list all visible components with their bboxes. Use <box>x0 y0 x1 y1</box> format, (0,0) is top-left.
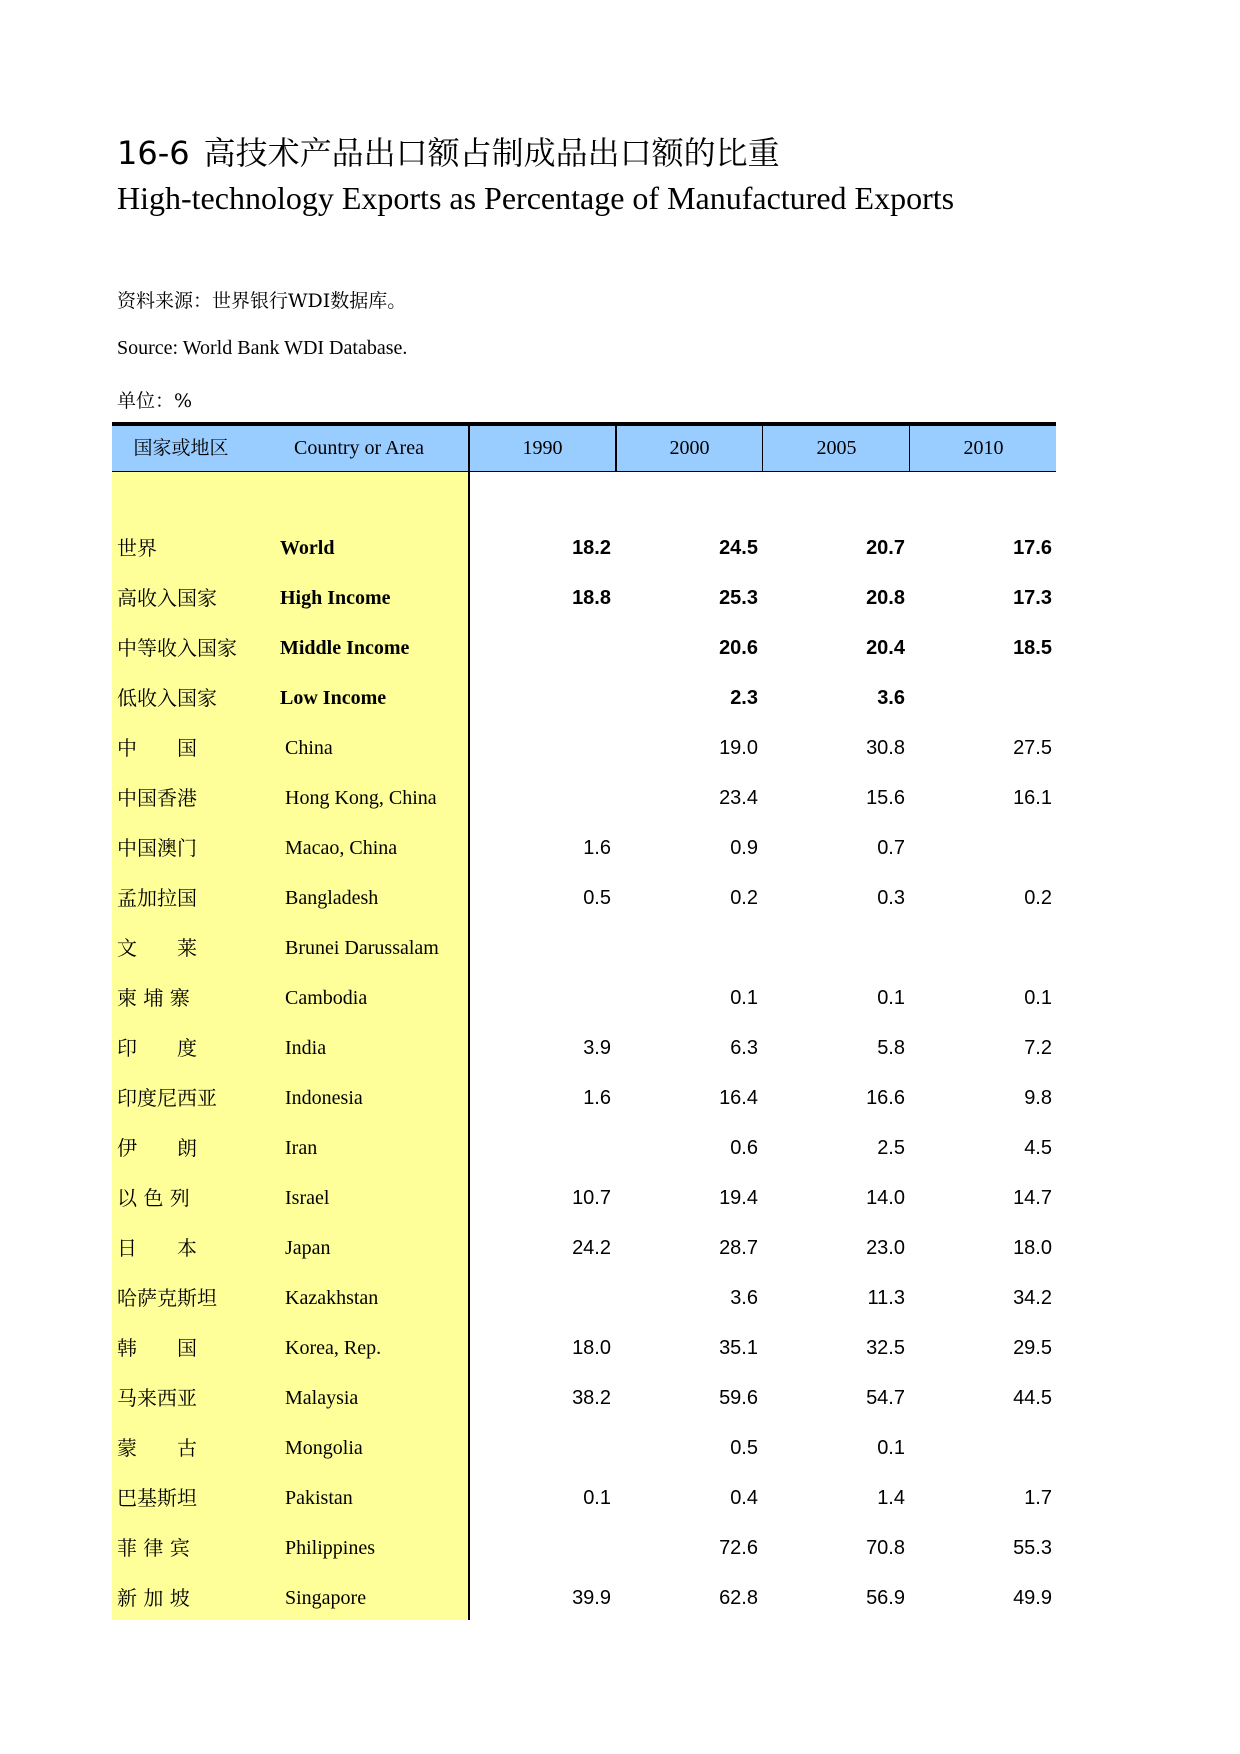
value-2000: 25.3 <box>719 587 758 609</box>
value-2005: 23.0 <box>866 1237 905 1259</box>
table-row <box>112 873 1056 923</box>
value-2005: 30.8 <box>866 737 905 759</box>
value-2000: 23.4 <box>719 787 758 809</box>
value-1990: 0.5 <box>583 887 611 909</box>
country-name-en: Iran <box>285 1137 318 1159</box>
table-row <box>112 1323 1056 1373</box>
table-row <box>112 1473 1056 1523</box>
country-name-cn: 哈萨克斯坦 <box>117 1286 217 1310</box>
country-name-en: Bangladesh <box>285 887 379 909</box>
header-country-cn: 国家或地区 <box>133 437 229 459</box>
value-2010: 14.7 <box>1013 1187 1052 1209</box>
country-name-cn: 新 加 坡 <box>117 1586 190 1610</box>
source-note-chinese: 资料来源：世界银行WDI数据库。 <box>117 290 407 312</box>
country-name-cn: 中国澳门 <box>117 836 197 860</box>
value-2005: 1.4 <box>877 1487 905 1509</box>
value-2000: 2.3 <box>730 687 758 709</box>
value-2010: 18.0 <box>1013 1237 1052 1259</box>
source-note-english: Source: World Bank WDI Database. <box>117 337 408 359</box>
table-row <box>112 723 1056 773</box>
value-1990: 3.9 <box>583 1037 611 1059</box>
value-2005: 5.8 <box>877 1037 905 1059</box>
table-number: 16-6 <box>117 134 190 172</box>
table-row <box>112 1573 1056 1623</box>
value-2005: 16.6 <box>866 1087 905 1109</box>
value-1990: 10.7 <box>572 1187 611 1209</box>
country-name-cn: 柬 埔 寨 <box>117 986 190 1010</box>
table-row <box>112 1523 1056 1573</box>
table-row <box>112 923 1056 973</box>
country-name-cn: 中国香港 <box>117 786 197 810</box>
country-name-en: Middle Income <box>280 637 410 659</box>
value-2005: 0.7 <box>877 837 905 859</box>
value-2010: 9.8 <box>1024 1087 1052 1109</box>
unit-label: 单位：% <box>117 390 193 412</box>
value-2000: 0.2 <box>730 887 758 909</box>
value-1990: 18.2 <box>572 537 611 559</box>
value-2000: 0.5 <box>730 1437 758 1459</box>
country-name-en: Pakistan <box>285 1487 353 1509</box>
country-name-cn: 马来西亚 <box>117 1386 197 1410</box>
value-2010: 0.2 <box>1024 887 1052 909</box>
value-1990: 24.2 <box>572 1237 611 1259</box>
country-name-cn: 巴基斯坦 <box>117 1486 197 1510</box>
table-row <box>112 523 1056 573</box>
value-2010: 0.1 <box>1024 987 1052 1009</box>
country-name-cn: 高收入国家 <box>117 586 217 610</box>
country-name-en: Kazakhstan <box>285 1287 379 1309</box>
header-divider <box>468 426 470 471</box>
header-year-2000: 2000 <box>669 437 710 459</box>
table-row <box>112 1173 1056 1223</box>
value-1990: 1.6 <box>583 1087 611 1109</box>
country-name-cn: 菲 律 宾 <box>117 1536 190 1560</box>
country-name-cn: 蒙 古 <box>117 1436 197 1460</box>
country-name-cn: 韩 国 <box>117 1336 197 1360</box>
table-row <box>112 623 1056 673</box>
value-2005: 20.7 <box>866 537 905 559</box>
table-row <box>112 1023 1056 1073</box>
value-2000: 0.9 <box>730 837 758 859</box>
value-2000: 6.3 <box>730 1037 758 1059</box>
value-2000: 20.6 <box>719 637 758 659</box>
country-name-en: Cambodia <box>285 987 368 1009</box>
country-name-en: Singapore <box>285 1587 367 1609</box>
value-2005: 54.7 <box>866 1387 905 1409</box>
value-1990: 38.2 <box>572 1387 611 1409</box>
country-name-en: Japan <box>285 1237 331 1259</box>
value-2010: 1.7 <box>1024 1487 1052 1509</box>
header-divider <box>762 426 763 471</box>
country-name-en: Mongolia <box>285 1437 363 1459</box>
value-2010: 49.9 <box>1013 1587 1052 1609</box>
country-name-en: Low Income <box>280 687 387 709</box>
value-2005: 20.8 <box>866 587 905 609</box>
country-name-en: World <box>280 537 335 559</box>
header-divider <box>909 426 910 471</box>
value-2000: 35.1 <box>719 1337 758 1359</box>
value-2000: 19.0 <box>719 737 758 759</box>
value-2010: 27.5 <box>1013 737 1052 759</box>
country-name-cn: 中 国 <box>117 736 197 760</box>
country-name-en: Macao, China <box>285 837 398 859</box>
header-year-2010: 2010 <box>963 437 1004 459</box>
table-row <box>112 1423 1056 1473</box>
country-name-cn: 文 莱 <box>117 936 197 960</box>
value-2000: 24.5 <box>719 537 758 559</box>
value-2005: 3.6 <box>877 687 905 709</box>
value-2005: 0.1 <box>877 987 905 1009</box>
country-name-en: China <box>285 737 333 759</box>
value-2010: 7.2 <box>1024 1037 1052 1059</box>
value-2005: 0.3 <box>877 887 905 909</box>
table-row <box>112 1123 1056 1173</box>
header-year-1990: 1990 <box>522 437 563 459</box>
country-name-cn: 低收入国家 <box>117 686 217 710</box>
country-name-en: Philippines <box>285 1537 376 1559</box>
value-1990: 39.9 <box>572 1587 611 1609</box>
value-2005: 0.1 <box>877 1437 905 1459</box>
table-header <box>112 426 1056 472</box>
value-1990: 18.8 <box>572 587 611 609</box>
value-2000: 59.6 <box>719 1387 758 1409</box>
value-2010: 17.3 <box>1013 587 1052 609</box>
table-row <box>112 973 1056 1023</box>
table-row <box>112 823 1056 873</box>
value-2010: 29.5 <box>1013 1337 1052 1359</box>
value-2000: 0.4 <box>730 1487 758 1509</box>
table-row <box>112 1273 1056 1323</box>
page-title-english: High-technology Exports as Percentage of Manufactured Exports <box>117 180 955 216</box>
value-2005: 20.4 <box>866 637 905 659</box>
value-2005: 2.5 <box>877 1137 905 1159</box>
country-name-cn: 日 本 <box>117 1236 197 1260</box>
table-row <box>112 673 1056 723</box>
value-2010: 16.1 <box>1013 787 1052 809</box>
value-2005: 14.0 <box>866 1187 905 1209</box>
value-2005: 15.6 <box>866 787 905 809</box>
country-name-cn: 印度尼西亚 <box>117 1086 217 1110</box>
value-2010: 4.5 <box>1024 1137 1052 1159</box>
country-name-en: Malaysia <box>285 1387 359 1409</box>
country-name-en: Korea, Rep. <box>285 1337 382 1359</box>
table-row <box>112 1223 1056 1273</box>
value-2005: 56.9 <box>866 1587 905 1609</box>
country-name-cn: 孟加拉国 <box>117 886 197 910</box>
title-chinese-text: 高技术产品出口额占制成品出口额的比重 <box>203 134 780 172</box>
country-name-cn: 世界 <box>117 536 157 560</box>
value-1990: 0.1 <box>583 1487 611 1509</box>
value-1990: 1.6 <box>583 837 611 859</box>
value-2000: 72.6 <box>719 1537 758 1559</box>
value-2010: 17.6 <box>1013 537 1052 559</box>
table-row <box>112 773 1056 823</box>
country-name-en: India <box>285 1037 327 1059</box>
header-country-en: Country or Area <box>294 437 424 459</box>
value-2005: 11.3 <box>867 1287 905 1309</box>
value-2010: 55.3 <box>1013 1537 1052 1559</box>
value-2010: 18.5 <box>1013 637 1052 659</box>
country-name-en: Hong Kong, China <box>285 787 437 809</box>
table-row <box>112 573 1056 623</box>
country-name-en: Indonesia <box>285 1087 363 1109</box>
value-2005: 32.5 <box>866 1337 905 1359</box>
value-2000: 62.8 <box>719 1587 758 1609</box>
value-2000: 0.1 <box>730 987 758 1009</box>
value-2000: 16.4 <box>719 1087 758 1109</box>
country-name-en: High Income <box>280 587 391 609</box>
value-2000: 0.6 <box>730 1137 758 1159</box>
country-name-cn: 以 色 列 <box>117 1186 190 1210</box>
country-name-en: Brunei Darussalam <box>285 937 439 959</box>
table-row <box>112 1073 1056 1123</box>
value-2010: 44.5 <box>1013 1387 1052 1409</box>
value-2005: 70.8 <box>866 1537 905 1559</box>
header-year-2005: 2005 <box>816 437 857 459</box>
value-2000: 3.6 <box>730 1287 758 1309</box>
value-1990: 18.0 <box>572 1337 611 1359</box>
page-title-chinese <box>117 128 780 174</box>
country-name-cn: 印 度 <box>117 1036 197 1060</box>
country-name-cn: 伊 朗 <box>117 1136 197 1160</box>
value-2000: 28.7 <box>719 1237 758 1259</box>
header-divider <box>615 426 617 471</box>
table-row <box>112 1373 1056 1423</box>
country-name-en: Israel <box>285 1187 330 1209</box>
value-2010: 34.2 <box>1013 1287 1052 1309</box>
value-2000: 19.4 <box>719 1187 758 1209</box>
country-name-cn: 中等收入国家 <box>117 636 237 660</box>
